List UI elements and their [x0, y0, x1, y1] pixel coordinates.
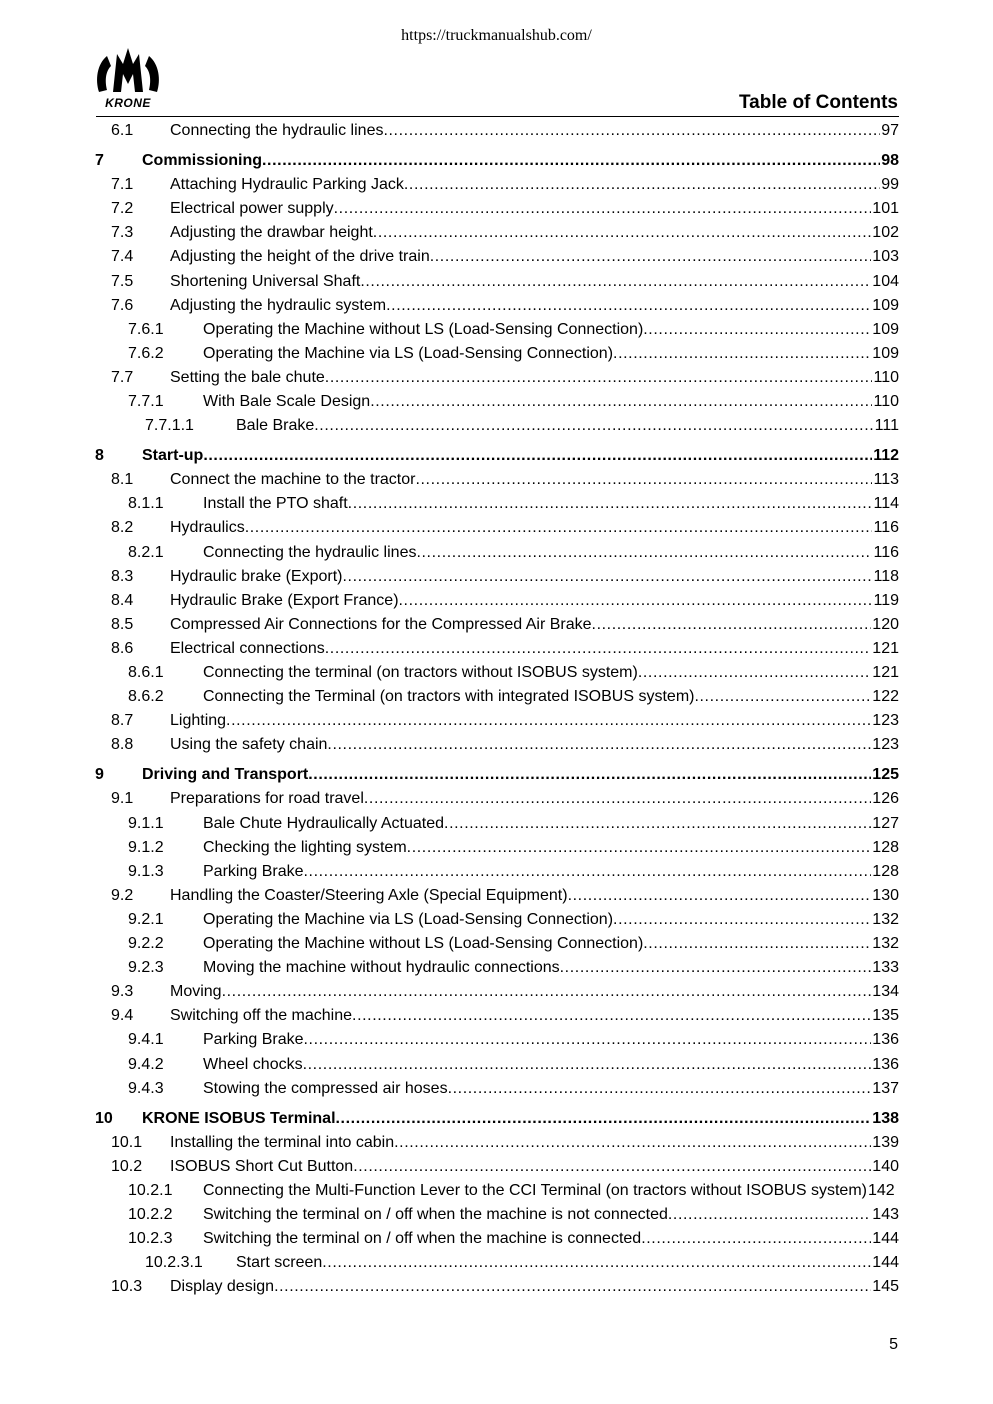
toc-entry[interactable] — [0, 1156, 993, 1178]
toc-entry-page: 113 — [872, 469, 899, 491]
toc-entry-title: Compressed Air Connections for the Compressed Air Brake ..... — [170, 614, 899, 636]
toc-entry-title: Installing the terminal into cabin ..... — [170, 1132, 899, 1154]
toc-entry-title: Switching the terminal on / off when the machine is not connected ..... — [203, 1204, 899, 1226]
toc-entry-number: 8.8 — [111, 736, 134, 754]
toc-entry-title: Start-up ..... — [142, 445, 899, 467]
toc-entry[interactable] — [0, 1054, 993, 1076]
toc-entry[interactable] — [0, 1108, 993, 1130]
toc-entry[interactable] — [0, 343, 993, 365]
toc-entry-title: Wheel chocks ..... — [203, 1054, 899, 1076]
toc-entry[interactable] — [0, 445, 993, 467]
toc-entry[interactable] — [0, 198, 993, 220]
toc-entry-title: Bale Chute Hydraulically Actuated ..... — [203, 813, 899, 835]
toc-entry-page: 121 — [871, 638, 899, 660]
page-number: 5 — [889, 1336, 898, 1353]
toc-entry-number: 8.4 — [111, 591, 134, 609]
toc-entry-number: 10.2.1 — [128, 1181, 173, 1199]
toc-entry-title: Connecting the Terminal (on tractors with integrated ISOBUS system) ..... — [203, 686, 899, 708]
toc-entry[interactable] — [0, 566, 993, 588]
toc-entry[interactable] — [0, 367, 993, 389]
toc-entry[interactable] — [0, 1005, 993, 1027]
toc-entry-page: 145 — [871, 1276, 899, 1298]
toc-entry-page: 140 — [871, 1156, 899, 1178]
toc-entry-page: 99 — [880, 174, 899, 196]
toc-entry[interactable] — [0, 174, 993, 196]
toc-entry-page: 109 — [871, 319, 899, 341]
toc-entry-page: 98 — [880, 150, 899, 172]
toc-entry-page: 144 — [871, 1252, 899, 1274]
toc-entry-title: Bale Brake ..... — [236, 415, 899, 437]
toc-entry-page: 125 — [871, 764, 899, 786]
toc-entry-title: Commissioning ..... — [142, 150, 899, 172]
toc-entry[interactable] — [0, 710, 993, 732]
toc-entry-title: Electrical connections ..... — [170, 638, 899, 660]
toc-entry-title: Preparations for road travel ..... — [170, 788, 899, 810]
toc-entry-title: Connecting the terminal (on tractors without ISOBUS system) ..... — [203, 662, 899, 684]
toc-entry-page: 110 — [872, 391, 899, 413]
toc-entry-number: 7.3 — [111, 224, 134, 242]
toc-entry-number: 9.1 — [111, 790, 134, 808]
toc-entry-number: 7.5 — [111, 272, 134, 290]
toc-entry-number: 10.3 — [111, 1278, 143, 1296]
toc-entry-number: 7.2 — [111, 200, 134, 218]
toc-entry-number: 8.6.1 — [128, 664, 164, 681]
toc-entry-title: Connecting the hydraulic lines ..... — [203, 542, 899, 564]
toc-entry-number: 9.2.2 — [128, 935, 164, 952]
toc-entry[interactable] — [0, 150, 993, 172]
toc-entry-title: With Bale Scale Design ..... — [203, 391, 899, 413]
toc-entry-number: 7.6.1 — [128, 320, 164, 338]
toc-entry-page: 97 — [880, 120, 899, 142]
toc-entry-page: 110 — [872, 367, 899, 389]
toc-entry-page: 109 — [871, 343, 899, 365]
toc-entry-number: 7.1 — [111, 176, 134, 194]
toc-entry[interactable] — [0, 1228, 993, 1250]
toc-entry-title: Operating the Machine via LS (Load-Sensing Connection) ..... — [203, 343, 899, 365]
toc-entry-title: Hydraulics ..... — [170, 517, 899, 539]
toc-entry-number: 9.3 — [111, 983, 134, 1001]
toc-entry-title: Hydraulic brake (Export) ..... — [170, 566, 899, 588]
toc-entry[interactable] — [0, 981, 993, 1003]
toc-entry-number: 9.4.2 — [128, 1055, 164, 1073]
toc-entry-page: 119 — [872, 590, 899, 612]
toc-entry-title: Adjusting the drawbar height ..... — [170, 222, 899, 244]
toc-entry-number: 7 — [95, 152, 104, 170]
toc-entry-page: 121 — [871, 662, 899, 684]
toc-entry-title: Moving ..... — [170, 981, 899, 1003]
toc-entry[interactable] — [0, 638, 993, 660]
toc-entry-number: 8.5 — [111, 615, 134, 633]
toc-entry-page: 123 — [871, 734, 899, 756]
toc-entry-number: 7.6.2 — [128, 344, 164, 362]
toc-entry-number: 9.2.3 — [128, 959, 164, 977]
toc-entry-title: KRONE ISOBUS Terminal ..... — [142, 1108, 899, 1130]
toc-entry-page: 143 — [871, 1204, 899, 1226]
toc-entry-page: 137 — [871, 1078, 899, 1100]
toc-entry[interactable] — [0, 246, 993, 268]
toc-entry-page: 132 — [871, 909, 899, 931]
toc-entry[interactable] — [0, 1180, 993, 1202]
toc-entry-title: Switching the terminal on / off when the machine is connected ..... — [203, 1228, 899, 1250]
header-divider — [96, 116, 899, 117]
toc-entry-page: 123 — [871, 710, 899, 732]
toc-entry[interactable] — [0, 734, 993, 756]
toc-entry-number: 8.1 — [111, 471, 134, 489]
toc-entry-title: Stowing the compressed air hoses ..... — [203, 1078, 899, 1100]
toc-entry-title: Operating the Machine without LS (Load-Sensing Connection) ..... — [203, 319, 899, 341]
toc-entry-number: 6.1 — [111, 122, 134, 139]
toc-entry-page: 120 — [871, 614, 899, 636]
toc-entry-number: 9 — [95, 766, 104, 784]
toc-entry-number: 10.2.3.1 — [145, 1254, 203, 1272]
toc-entry-page: 128 — [871, 861, 899, 883]
toc-entry[interactable] — [0, 909, 993, 931]
toc-entry[interactable] — [0, 813, 993, 835]
toc-entry-page: 127 — [871, 813, 899, 835]
toc-entry-page: 133 — [871, 957, 899, 979]
toc-entry[interactable] — [0, 295, 993, 317]
toc-entry-page: 136 — [871, 1054, 899, 1076]
toc-entry-number: 7.4 — [111, 248, 134, 266]
toc-entry-page: 126 — [871, 788, 899, 810]
toc-entry-number: 9.2.1 — [128, 910, 164, 928]
toc-entry[interactable] — [0, 764, 993, 786]
toc-entry-title: Install the PTO shaft ..... — [203, 493, 899, 515]
toc-entry-title: Adjusting the height of the drive train ..... — [170, 246, 899, 268]
toc-entry[interactable] — [0, 415, 993, 437]
toc-entry-number: 8.2 — [111, 519, 134, 537]
toc-entry-title: Lighting ..... — [170, 710, 899, 732]
toc-entry-title: Shortening Universal Shaft ..... — [170, 271, 899, 293]
toc-entry-title: Connecting the hydraulic lines ..... — [170, 120, 899, 142]
toc-entry-title: Connecting the Multi-Function Lever to the CCI Terminal (on tractors without ISOBUS system)142 — [203, 1181, 895, 1199]
toc-entry-page: 122 — [871, 686, 899, 708]
toc-entry-number: 8.6 — [111, 639, 134, 657]
toc-entry-title: ISOBUS Short Cut Button ..... — [170, 1156, 899, 1178]
toc-entry-page: 136 — [871, 1029, 899, 1051]
toc-entry-title: Moving the machine without hydraulic connections ..... — [203, 957, 899, 979]
toc-entry-page: 111 — [874, 415, 899, 437]
toc-entry-number: 8.2.1 — [128, 543, 164, 561]
toc-entry-number: 10.1 — [111, 1133, 143, 1151]
toc-entry-page: 132 — [871, 933, 899, 955]
toc-entry-title: Start screen ..... — [236, 1252, 899, 1274]
toc-entry-title: Hydraulic Brake (Export France) ..... — [170, 590, 899, 612]
toc-entry-number: 9.1.2 — [128, 838, 164, 856]
toc-entry-number: 9.4.1 — [128, 1031, 164, 1049]
toc-entry-page: 139 — [871, 1132, 899, 1154]
toc-entry-title: Attaching Hydraulic Parking Jack ..... — [170, 174, 899, 196]
toc-entry-number: 9.1.3 — [128, 862, 164, 880]
toc-entry[interactable] — [0, 957, 993, 979]
toc-entry-number: 8 — [95, 447, 104, 465]
toc-entry-number: 8.7 — [111, 712, 134, 730]
toc-entry[interactable] — [0, 517, 993, 539]
toc-entry-number: 10.2.2 — [128, 1206, 173, 1223]
toc-entry[interactable] — [0, 885, 993, 907]
toc-entry[interactable] — [0, 861, 993, 883]
toc-entry-title: Handling the Coaster/Steering Axle (Special Equipment) ..... — [170, 885, 899, 907]
toc-entry[interactable] — [0, 1078, 993, 1100]
toc-entry-number: 8.6.2 — [128, 688, 164, 706]
toc-entry[interactable] — [0, 222, 993, 244]
toc-entry-number: 10.2.3 — [128, 1230, 173, 1248]
toc-entry[interactable] — [0, 391, 993, 413]
toc-entry[interactable] — [0, 542, 993, 564]
toc-entry[interactable] — [0, 1029, 993, 1051]
toc-entry-page: 142 — [867, 1181, 895, 1199]
toc-entry-page: 114 — [872, 493, 899, 515]
toc-entry[interactable] — [0, 837, 993, 859]
toc-entry-title: Setting the bale chute ..... — [170, 367, 899, 389]
toc-entry-number: 7.7.1 — [128, 393, 164, 410]
toc-entry-number: 9.4 — [111, 1007, 134, 1025]
toc-entry-page: 138 — [871, 1108, 899, 1130]
toc-entry-title: Adjusting the hydraulic system ..... — [170, 295, 899, 317]
toc-entry-number: 7.7 — [111, 368, 134, 386]
toc-entry-page: 128 — [871, 837, 899, 859]
toc-entry-page: 130 — [871, 885, 899, 907]
toc-entry-number: 8.1.1 — [128, 495, 164, 513]
toc-entry-page: 102 — [871, 222, 899, 244]
toc-entry-title: Display design ..... — [170, 1276, 899, 1298]
toc-entry[interactable] — [0, 271, 993, 293]
toc-entry-page: 135 — [871, 1005, 899, 1027]
toc-entry-title: Electrical power supply ..... — [170, 198, 899, 220]
toc-entry[interactable] — [0, 1276, 993, 1298]
toc-entry[interactable] — [0, 493, 993, 515]
toc-entry[interactable] — [0, 614, 993, 636]
toc-entry-number: 9.2 — [111, 886, 134, 904]
toc-entry-page: 118 — [872, 566, 899, 588]
toc-entry-page: 103 — [871, 246, 899, 268]
toc-entry-title: Operating the Machine without LS (Load-Sensing Connection) ..... — [203, 933, 899, 955]
toc-entry[interactable] — [0, 686, 993, 708]
toc-entry-number: 7.7.1.1 — [145, 417, 194, 435]
toc-entry[interactable] — [0, 469, 993, 491]
toc-entry[interactable] — [0, 319, 993, 341]
source-url: https://truckmanualshub.com/ — [401, 27, 592, 44]
toc-entry-number: 7.6 — [111, 296, 134, 314]
toc-entry-page: 112 — [872, 445, 899, 467]
toc-entry-title: Using the safety chain ..... — [170, 734, 899, 756]
toc-entry-title: Connect the machine to the tractor ..... — [170, 469, 899, 491]
toc-entry-title: Switching off the machine ..... — [170, 1005, 899, 1027]
toc-entry-title: Driving and Transport ..... — [142, 764, 899, 786]
toc-entry-number: 9.4.3 — [128, 1079, 164, 1097]
toc-entry[interactable] — [0, 788, 993, 810]
toc-entry[interactable] — [0, 1252, 993, 1274]
toc-entry[interactable] — [0, 1132, 993, 1154]
toc-entry[interactable] — [0, 662, 993, 684]
toc-entry[interactable] — [0, 1204, 993, 1226]
toc-entry-page: 134 — [871, 981, 899, 1003]
page-title: Table of Contents — [738, 92, 898, 113]
toc-entry-number: 10 — [95, 1109, 113, 1127]
toc-entry-title: Checking the lighting system ..... — [203, 837, 899, 859]
toc-entry-number: 10.2 — [111, 1157, 143, 1175]
toc-entry[interactable] — [0, 590, 993, 612]
toc-entry-page: 116 — [872, 542, 899, 564]
logo-wordmark: KRONE — [105, 96, 151, 110]
toc-entry-number: 9.1.1 — [128, 814, 164, 832]
toc-entry-number: 8.3 — [111, 567, 134, 585]
toc-entry-page: 101 — [871, 198, 899, 220]
toc-entry-page: 104 — [871, 271, 899, 293]
toc-entry-title: Parking Brake ..... — [203, 1029, 899, 1051]
toc-entry-title: Parking Brake ..... — [203, 861, 899, 883]
toc-entry-page: 144 — [871, 1228, 899, 1250]
toc-entry[interactable] — [0, 933, 993, 955]
toc-entry-page: 116 — [872, 517, 899, 539]
toc-entry-title: Operating the Machine via LS (Load-Sensing Connection) ..... — [203, 909, 899, 931]
toc-entry[interactable] — [0, 120, 993, 142]
toc-entry-page: 109 — [871, 295, 899, 317]
